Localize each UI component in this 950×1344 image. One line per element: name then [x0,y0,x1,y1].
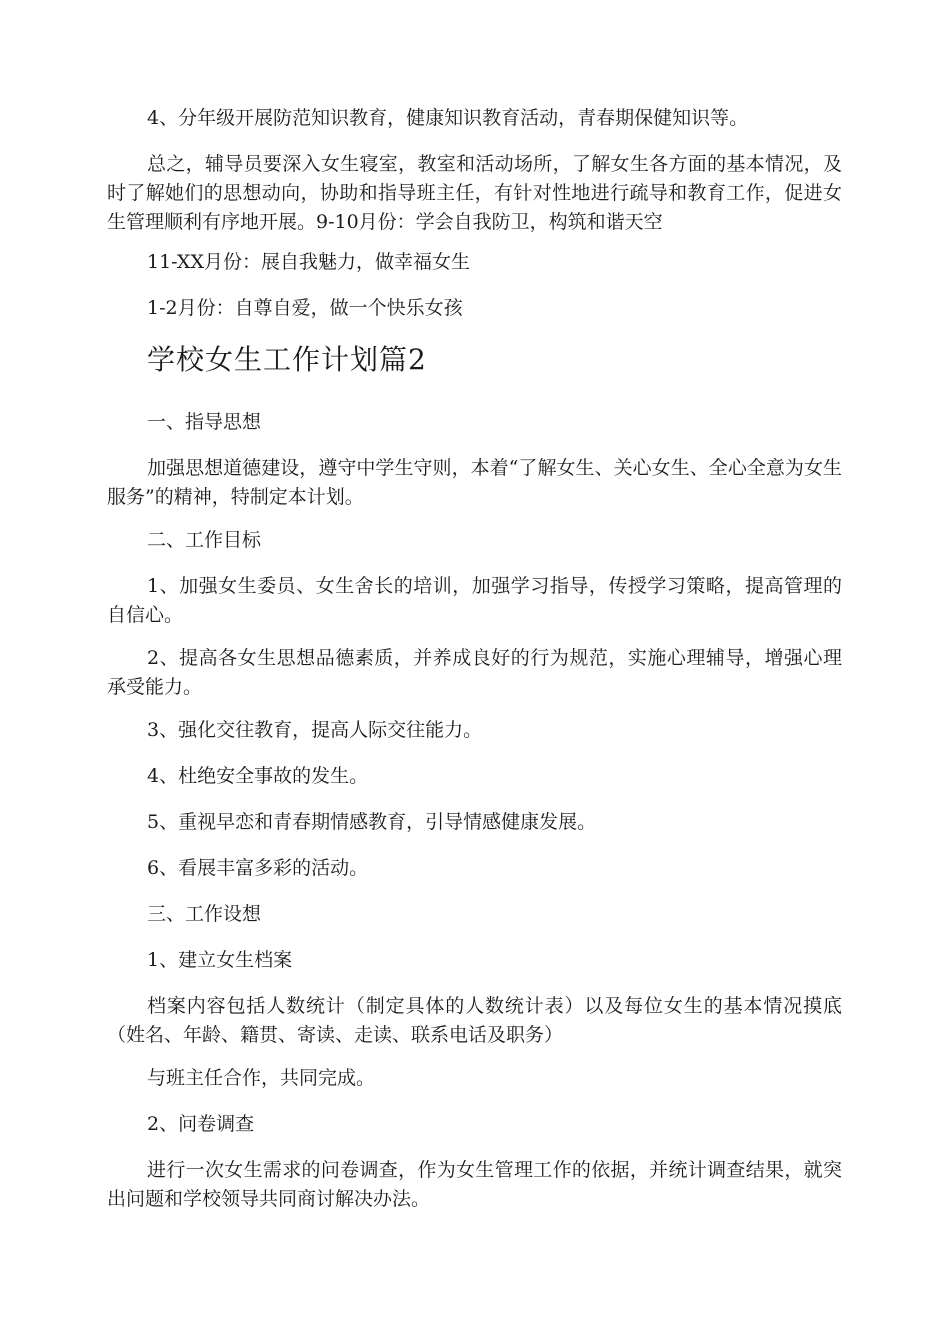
paragraph-item-4-education: 4、分年级开展防范知识教育，健康知识教育活动，青春期保健知识等。 [147,107,749,129]
goal-item-4: 4、杜绝安全事故的发生。 [147,765,369,787]
heading-work-goals: 二、工作目标 [147,529,262,551]
heading-guiding-ideology: 一、指导思想 [147,411,262,433]
goal-item-6: 6、看展丰富多彩的活动。 [147,857,369,879]
plan-item-1-cooperation: 与班主任合作，共同完成。 [147,1067,376,1089]
plan-item-2-title: 2、问卷调查 [147,1113,255,1135]
heading-work-plan: 三、工作设想 [147,903,262,925]
paragraph-summary: 总之，辅导员要深入女生寝室，教室和活动场所，了解女生各方面的基本情况，及时了解她们的思想动向，协助和指导班主任，有针对性地进行疏导和教育工作，促进女生管理顺利有序地开展。9-10月份：学会自我防卫，构筑和谐天空 [107,153,842,233]
plan-item-1-content: 档案内容包括人数统计（制定具体的人数统计表）以及每位女生的基本情况摸底（姓名、年龄、籍贯、寄读、走读、联系电话及职务） [107,995,842,1046]
plan-item-1-title: 1、建立女生档案 [147,949,293,971]
paragraph-month-11: 11-XX月份：展自我魅力，做幸福女生 [147,251,470,273]
goal-item-5: 5、重视早恋和青春期情感教育，引导情感健康发展。 [147,811,597,833]
goal-item-2: 2、提高各女生思想品德素质，并养成良好的行为规范，实施心理辅导，增强心理承受能力。 [107,647,842,698]
goal-item-1: 1、加强女生委员、女生舍长的培训，加强学习指导，传授学习策略，提高管理的自信心。 [107,575,842,626]
paragraph-guiding-ideology: 加强思想道德建设，遵守中学生守则，本着“了解女生、关心女生、全心全意为女生服务”的精神，特制定本计划。 [107,457,842,508]
plan-item-2-content: 进行一次女生需求的问卷调查，作为女生管理工作的依据，并统计调查结果，就突出问题和学校领导共同商讨解决办法。 [107,1159,842,1210]
paragraph-month-1-2: 1-2月份：自尊自爱，做一个快乐女孩 [147,297,463,319]
section-title: 学校女生工作计划篇2 [147,343,427,376]
goal-item-3: 3、强化交往教育，提高人际交往能力。 [147,719,483,741]
